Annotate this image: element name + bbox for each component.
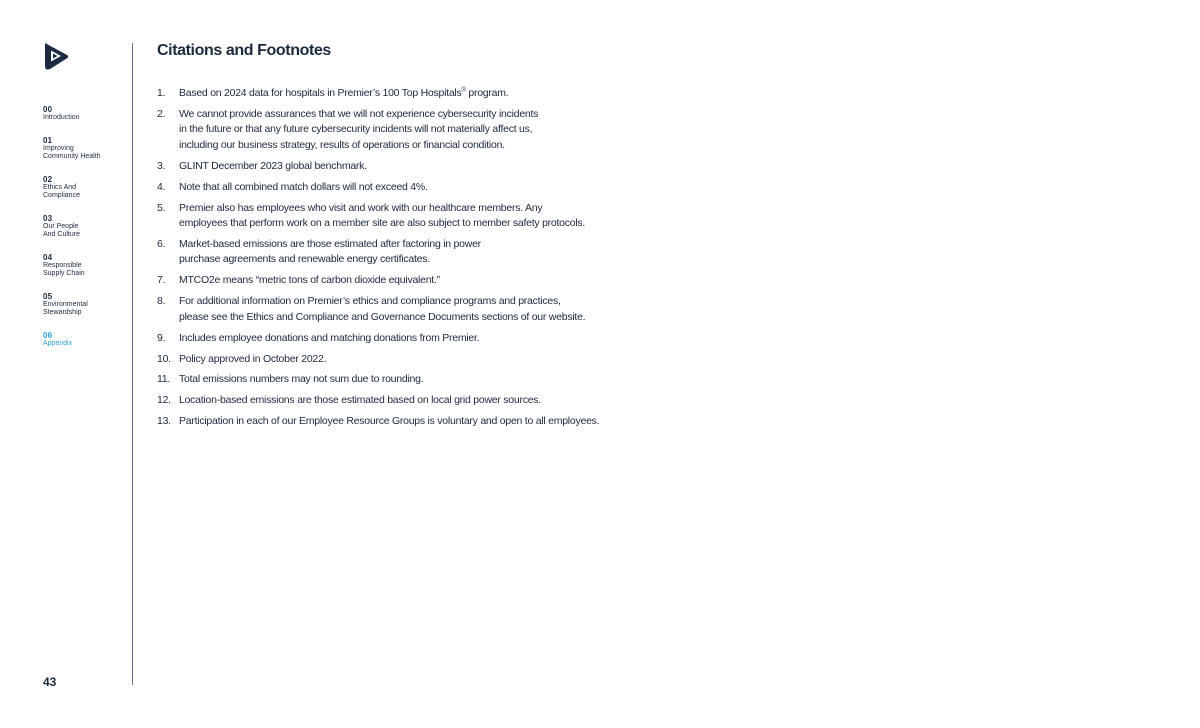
footnote-number: 6. (157, 237, 166, 250)
footnote-item (157, 273, 717, 289)
sidebar-item-number: 04 (43, 253, 53, 262)
footnote-item (157, 201, 717, 232)
footnote-text (179, 352, 717, 368)
sidebar-nav (43, 105, 128, 362)
footnote-line: Location-based emissions are those estimated based on local grid power sources. (179, 394, 541, 407)
premier-logo-icon[interactable] (42, 42, 70, 70)
sidebar-item-number: 06 (43, 331, 53, 340)
sidebar-item-number: 03 (43, 214, 53, 223)
footnote-text (179, 107, 717, 154)
sidebar-item-label: Our People And Culture (43, 223, 80, 238)
sidebar-item-label: Environmental Stewardship (43, 301, 88, 316)
sidebar-item-our-people-and-culture[interactable] (43, 214, 128, 239)
footnote-number: 9. (157, 331, 166, 344)
footnote-line: Policy approved in October 2022. (179, 352, 327, 365)
footnote-line: Total emissions numbers may not sum due to rounding. (179, 373, 424, 386)
footnote-number: 7. (157, 274, 166, 287)
footnote-list (157, 86, 717, 435)
vertical-divider (132, 43, 133, 685)
footnote-item (157, 86, 717, 102)
footnote-line: please see the Ethics and Compliance and Governance Documents sections of our website. (179, 310, 586, 323)
footnote-text (179, 180, 717, 196)
footnote-number: 5. (157, 201, 166, 214)
footnote-line: Note that all combined match dollars will not exceed 4%. (179, 180, 428, 193)
footnote-line: Premier also has employees who visit and work with our healthcare members. Any (179, 201, 543, 214)
footnote-number: 3. (157, 159, 166, 172)
footnote-item (157, 414, 717, 430)
footnote-line: For additional information on Premier’s ethics and compliance programs and practices, (179, 295, 561, 308)
footnote-text (179, 393, 717, 409)
footnote-text (179, 273, 717, 289)
footnote-line: MTCO2e means “metric tons of carbon dioxide equivalent.” (179, 274, 440, 287)
footnote-line: employees that perform work on a member site are also subject to member safety protocols. (179, 217, 586, 230)
sidebar-item-environmental-stewardship[interactable] (43, 292, 128, 317)
footnote-item (157, 159, 717, 175)
sidebar-item-label: Improving Community Health (43, 145, 101, 160)
sidebar-item-number: 02 (43, 175, 53, 184)
footnote-line: Includes employee donations and matching donations from Premier. (179, 331, 480, 344)
footnote-number: 2. (157, 107, 166, 120)
sidebar-item-number: 01 (43, 136, 53, 145)
sidebar-item-number: 00 (43, 105, 53, 114)
footnote-line-text: program. (465, 87, 509, 99)
footnote-number: 11. (157, 373, 171, 386)
sidebar-item-label: Ethics And Compliance (43, 184, 80, 199)
footnote-item (157, 107, 717, 154)
footnote-number: 10. (157, 352, 171, 365)
footnote-text (179, 414, 717, 430)
sidebar-item-label: Responsible Supply Chain (43, 262, 85, 277)
footnote-text (179, 237, 717, 268)
registered-mark: ® (461, 87, 466, 94)
footnote-text (179, 372, 717, 388)
sidebar-item-ethics-and-compliance[interactable] (43, 175, 128, 200)
footnote-line: purchase agreements and renewable energy certificates. (179, 253, 430, 266)
footnote-number: 12. (157, 394, 171, 407)
footnote-line (179, 86, 717, 102)
sidebar-item-responsible-supply-chain[interactable] (43, 253, 128, 278)
footnote-item (157, 393, 717, 409)
footnote-number: 1. (157, 87, 166, 99)
footnote-line: Participation in each of our Employee Resource Groups is voluntary and open to all employees. (179, 415, 600, 428)
footnote-number: 4. (157, 180, 166, 193)
footnote-item (157, 352, 717, 368)
footnote-line: Market-based emissions are those estimated after factoring in power (179, 237, 481, 250)
sidebar-item-label: Appendix (43, 340, 73, 347)
footnote-text (179, 201, 717, 232)
footnote-number: 13. (157, 415, 171, 428)
footnote-text (179, 86, 717, 102)
footnote-line: including our business strategy, results of operations or financial condition. (179, 138, 505, 151)
footnote-number: 8. (157, 295, 166, 308)
sidebar-item-appendix[interactable] (43, 331, 128, 348)
footnote-text (179, 159, 717, 175)
footnote-item (157, 372, 717, 388)
sidebar-item-label: Introduction (43, 114, 80, 121)
sidebar-item-improving-community-health[interactable] (43, 136, 128, 161)
footnote-item (157, 294, 717, 325)
footnote-line-text: Based on 2024 data for hospitals in Premier’s 100 Top Hospitals (179, 87, 462, 99)
sidebar-item-number: 05 (43, 292, 53, 301)
footnote-line: GLINT December 2023 global benchmark. (179, 159, 367, 172)
footnote-text (179, 294, 717, 325)
footnote-text (179, 331, 717, 347)
footnote-line: in the future or that any future cybersecurity incidents will not materially affect us, (179, 123, 533, 136)
page-title: Citations and Footnotes (157, 42, 331, 59)
footnote-line: We cannot provide assurances that we will not experience cybersecurity incidents (179, 107, 539, 120)
sidebar-item-introduction[interactable] (43, 105, 128, 122)
page-number: 43 (43, 675, 57, 689)
footnote-item (157, 180, 717, 196)
footnote-item (157, 331, 717, 347)
footnote-item (157, 237, 717, 268)
